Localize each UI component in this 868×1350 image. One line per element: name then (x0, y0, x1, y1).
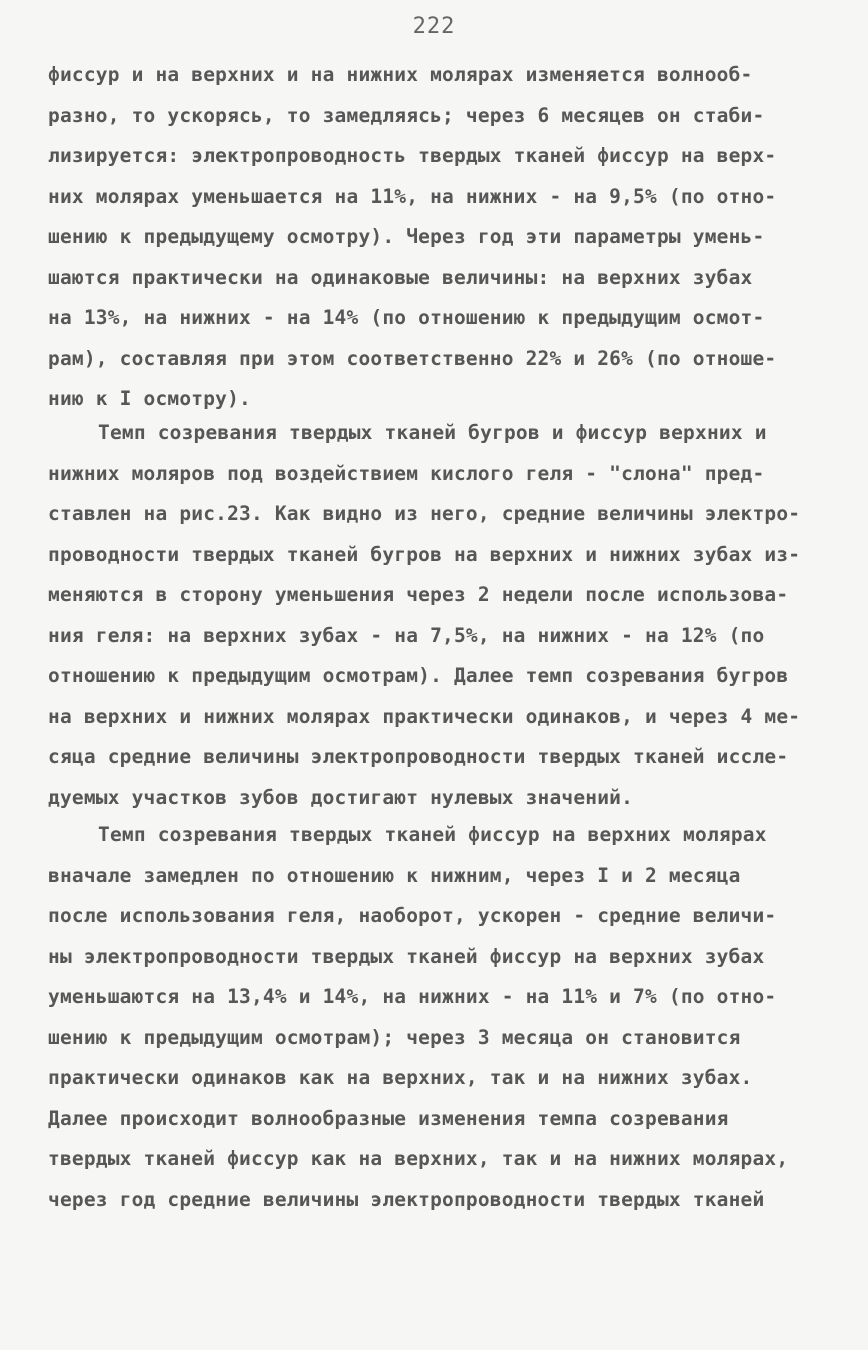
text-line: Темп созревания твердых тканей фиссур на верхних молярах (98, 823, 767, 846)
text-line: нижних моляров под воздействием кислого геля - "слона" пред- (48, 461, 765, 485)
text-line: шению к предыдущему осмотру). Через год эти параметры умень- (48, 225, 765, 248)
text-line: рам), составляя при этом соответственно 22% и 26% (по отноше- (48, 346, 777, 370)
text-line: на 13%, на нижних - на 14% (по отношению к предыдущим осмот- (48, 306, 765, 329)
text-line: разно, то ускорясь, то замедляясь; через 6 месяцев он стаби- (48, 103, 765, 127)
paragraph-3 (48, 815, 838, 1220)
text-line: меняются в сторону уменьшения через 2 недели после использова- (48, 583, 789, 606)
text-line: них молярах уменьшается на 11%, на нижних - на 9,5% (по отно- (48, 184, 777, 208)
text-line: уменьшаются на 13,4% и 14%, на нижних - на 11% и 7% (по отно- (48, 985, 777, 1008)
page-number: 222 (412, 14, 456, 39)
paragraph-1 (48, 55, 838, 420)
text-line: шению к предыдущим осмотрам); через 3 месяца он становится (48, 1025, 741, 1049)
text-line: вначале замедлен по отношению к нижним, через I и 2 месяца (48, 863, 741, 887)
text-line: ставлен на рис.23. Как видно из него, средние величины электро- (48, 502, 801, 525)
text-line: нию к I осмотру). (48, 387, 251, 410)
text-line: ния геля: на верхних зубах - на 7,5%, на нижних - на 12% (по (48, 623, 765, 647)
text-line: фиссур и на верхних и на нижних молярах изменяется волнооб- (48, 63, 753, 86)
paragraph-2 (48, 413, 838, 818)
text-line: сяца средние величины электропроводности твердых тканей иссле- (48, 745, 789, 768)
text-line: на верхних и нижних молярах практически одинаков, и через 4 ме- (48, 704, 801, 728)
text-line: дуемых участков зубов достигают нулевых значений. (48, 785, 634, 809)
text-line: практически одинаков как на верхних, так и на нижних зубах. (48, 1066, 753, 1089)
text-line: Темп созревания твердых тканей бугров и фиссур верхних и (98, 421, 767, 444)
text-line: ны электропроводности твердых тканей фиссур на верхних зубах (48, 944, 765, 968)
text-line: Далее происходит волнообразные изменения темпа созревания (48, 1106, 729, 1130)
text-line: твердых тканей фиссур как на верхних, так и на нижних молярах, (48, 1147, 789, 1170)
text-line: через год средние величины электропроводности твердых тканей (48, 1187, 765, 1211)
text-line: лизируется: электропроводность твердых тканей фиссур на верх- (48, 144, 777, 167)
text-line: отношению к предыдущим осмотрам). Далее темп созревания бугров (48, 664, 789, 687)
text-line: после использования геля, наоборот, ускорен - средние величи- (48, 904, 777, 927)
text-line: проводности твердых тканей бугров на верхних и нижних зубах из- (48, 542, 801, 566)
text-line: шаются практически на одинаковые величины: на верхних зубах (48, 265, 753, 289)
